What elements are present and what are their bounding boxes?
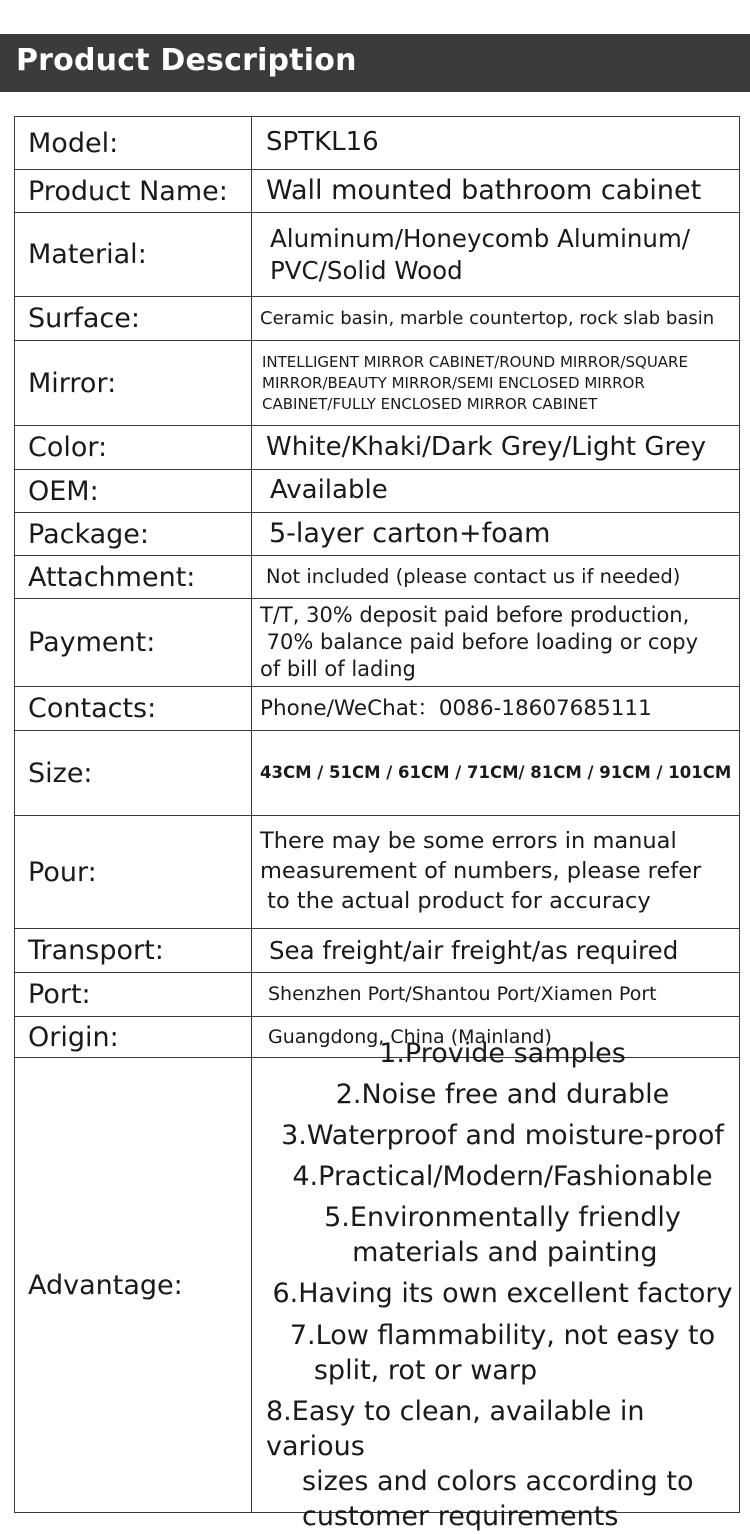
row-value [252, 599, 739, 686]
list-item: 2.Noise free and durable [335, 1078, 670, 1110]
value-line: PVC/Solid Wood [270, 255, 463, 285]
list-item: 3.Waterproof and moisture-proof [281, 1120, 724, 1152]
list-item: 5.Environmentally friendly materials and painting [324, 1202, 681, 1269]
row-label: Mirror: [28, 367, 117, 399]
value-line: MIRROR/BEAUTY MIRROR/SEMI ENCLOSED MIRROR [262, 373, 645, 392]
row-size [15, 731, 739, 816]
row-oem [15, 470, 739, 513]
row-label: Attachment: [28, 561, 196, 593]
row-label: Contacts: [28, 693, 157, 724]
row-label: Origin: [28, 1021, 119, 1053]
row-mirror [15, 341, 739, 426]
row-payment [15, 599, 739, 687]
row-label: Port: [28, 979, 91, 1010]
row-value: Not included (please contact us if needed) [266, 565, 681, 589]
row-label: Material: [28, 239, 147, 270]
row-value: Guangdong, China (Mainland) [268, 1025, 552, 1048]
row-value: White/Khaki/Dark Grey/Light Grey [266, 431, 707, 462]
row-value: 43CM / 51CM / 61CM / 71CM/ 81CM / 91CM / 101CM [260, 763, 732, 783]
list-item: 6.Having its own excellent factory [272, 1278, 733, 1310]
row-label: Package: [28, 518, 150, 550]
row-model [15, 117, 739, 170]
row-value [252, 816, 739, 928]
row-package [15, 513, 739, 556]
value-line: of bill of lading [260, 657, 416, 682]
row-value: SPTKL16 [266, 127, 379, 158]
row-label: Model: [28, 127, 119, 159]
row-origin [15, 1017, 739, 1058]
value-line: There may be some errors in manual [260, 828, 677, 855]
row-contacts [15, 687, 739, 731]
row-label: Product Name: [28, 175, 228, 207]
row-label: Surface: [28, 303, 140, 334]
row-label: Color: [28, 432, 108, 463]
value-line: CABINET/FULLY ENCLOSED MIRROR CABINET [262, 394, 598, 413]
row-port [15, 973, 739, 1017]
row-value: 5-layer carton+foam [269, 517, 551, 549]
value-line: T/T, 30% deposit paid before production, [260, 602, 690, 627]
row-pour [15, 816, 739, 929]
row-value: Ceramic basin, marble countertop, rock slab basin [260, 307, 715, 329]
row-label: Pour: [28, 856, 97, 888]
value-line: INTELLIGENT MIRROR CABINET/ROUND MIRROR/SQUARE [262, 352, 688, 371]
row-transport [15, 929, 739, 973]
value-line: Aluminum/Honeycomb Aluminum/ [270, 224, 691, 254]
value-line: to the actual product for accuracy [260, 887, 651, 914]
row-value: Sea freight/air freight/as required [269, 935, 679, 965]
list-item: 1.Provide samples [379, 1037, 626, 1069]
row-value: Available [270, 475, 388, 506]
value-line: measurement of numbers, please refer [260, 858, 702, 885]
row-label: OEM: [28, 475, 99, 507]
row-material [15, 213, 739, 297]
row-color [15, 426, 739, 470]
row-product-name [15, 170, 739, 213]
row-label: Payment: [28, 627, 156, 658]
list-item: 4.Practical/Modern/Fashionable [292, 1161, 713, 1193]
section-header [0, 34, 750, 92]
advantage-list [252, 1037, 739, 1533]
row-surface [15, 297, 739, 341]
row-label: Transport: [28, 935, 164, 966]
spec-table [14, 116, 740, 1533]
row-label: Size: [28, 757, 93, 789]
list-item: 7.Low flammability, not easy to split, rot or warp [289, 1319, 716, 1386]
value-line: 70% balance paid before loading or copy [260, 629, 699, 654]
row-value: Shenzhen Port/Shantou Port/Xiamen Port [268, 983, 657, 1006]
section-title: Product Description [16, 43, 357, 78]
list-item: 8.Easy to clean, available in various sizes and colors according to customer requirements [266, 1395, 694, 1533]
row-attachment [15, 556, 739, 599]
row-label: Advantage: [28, 1269, 183, 1301]
row-value: Phone/WeChat：0086-18607685111 [260, 695, 652, 721]
row-value [252, 213, 739, 296]
row-value [252, 341, 739, 425]
row-value: Wall mounted bathroom cabinet [266, 174, 702, 206]
